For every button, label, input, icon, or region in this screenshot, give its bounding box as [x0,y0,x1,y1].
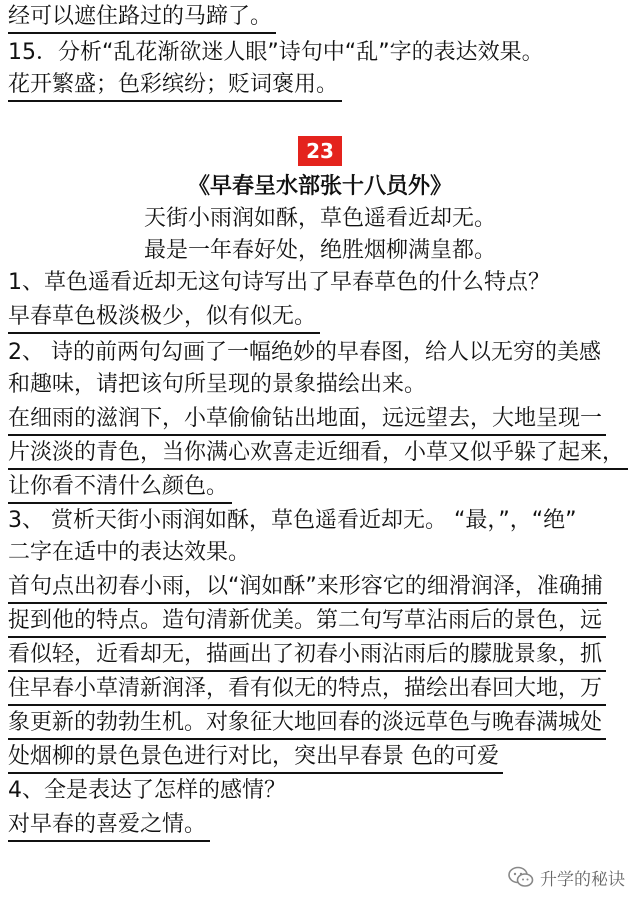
section-number-badge: 23 [298,136,342,166]
poem-line-2: 最是一年春好处，绝胜烟柳满皇都。 [143,238,496,263]
answer-2-line-1: 在细雨的滋润下，小草偷偷钻出地面，远远望去，大地呈现一 [8,404,606,436]
question-1: 1、草色遥看近却无这句诗写出了早春草色的什么特点？ [8,270,550,295]
watermark [508,862,625,892]
answer-3-line-5: 象更新的勃勃生机。对象征大地回春的淡远草色与晚春满城处 [8,708,606,740]
answer-3-line-3: 看似轻，近看却无，描画出了初春小雨沾雨后的朦胧景象，抓 [8,640,606,672]
answer-2-line-3: 让你看不清什么颜色。 [8,472,232,504]
answer-2-line-2: 片淡淡的青色，当你满心欢喜走近细看，小草又似乎躲了起来， [8,438,628,470]
wechat-icon [508,866,534,888]
question-3-line-2: 二字在适中的表达效果。 [8,540,251,565]
question-2-line-1: 2、 诗的前两句勾画了一幅绝妙的早春图，给人以无穷的美感 [8,340,601,365]
answer-3-line-2: 捉到他的特点。造句清新优美。第二句写草沾雨后的景色，远 [8,606,606,638]
watermark-text: 升学的秘诀 [540,869,625,890]
question-4: 4、全是表达了怎样的感情？ [8,778,286,803]
answer-15: 花开繁盛；色彩缤纷；贬词褒用。 [8,70,342,102]
question-15: 15．分析“乱花渐欲迷人眼”诗句中“乱”字的表达效果。 [8,40,544,65]
poem-line-1: 天街小雨润如酥，草色遥看近却无。 [143,206,496,231]
question-3-line-1: 3、 赏析天街小雨润如酥，草色遥看近却无。 “最，”，“绝” [8,508,577,533]
answer-3-line-6: 处烟柳的景色景色进行对比，突出早春景 色的可爱 [8,742,503,774]
poem-title: 《早春呈水部张十八员外》 [187,174,452,199]
answer-3-line-1: 首句点出初春小雨，以“润如酥”来形容它的细滑润泽，准确捕 [8,572,607,604]
answer-3-line-4: 住早春小草清新润泽，看有似无的特点，描绘出春回大地，万 [8,674,606,706]
prev-answer-tail: 经可以遮住路过的马蹄了。 [8,2,276,34]
question-2-line-2: 和趣味，请把该句所呈现的景象描绘出来。 [8,372,427,397]
answer-1: 早春草色极淡极少，似有似无。 [8,302,320,334]
answer-4: 对早春的喜爱之情。 [8,810,210,842]
